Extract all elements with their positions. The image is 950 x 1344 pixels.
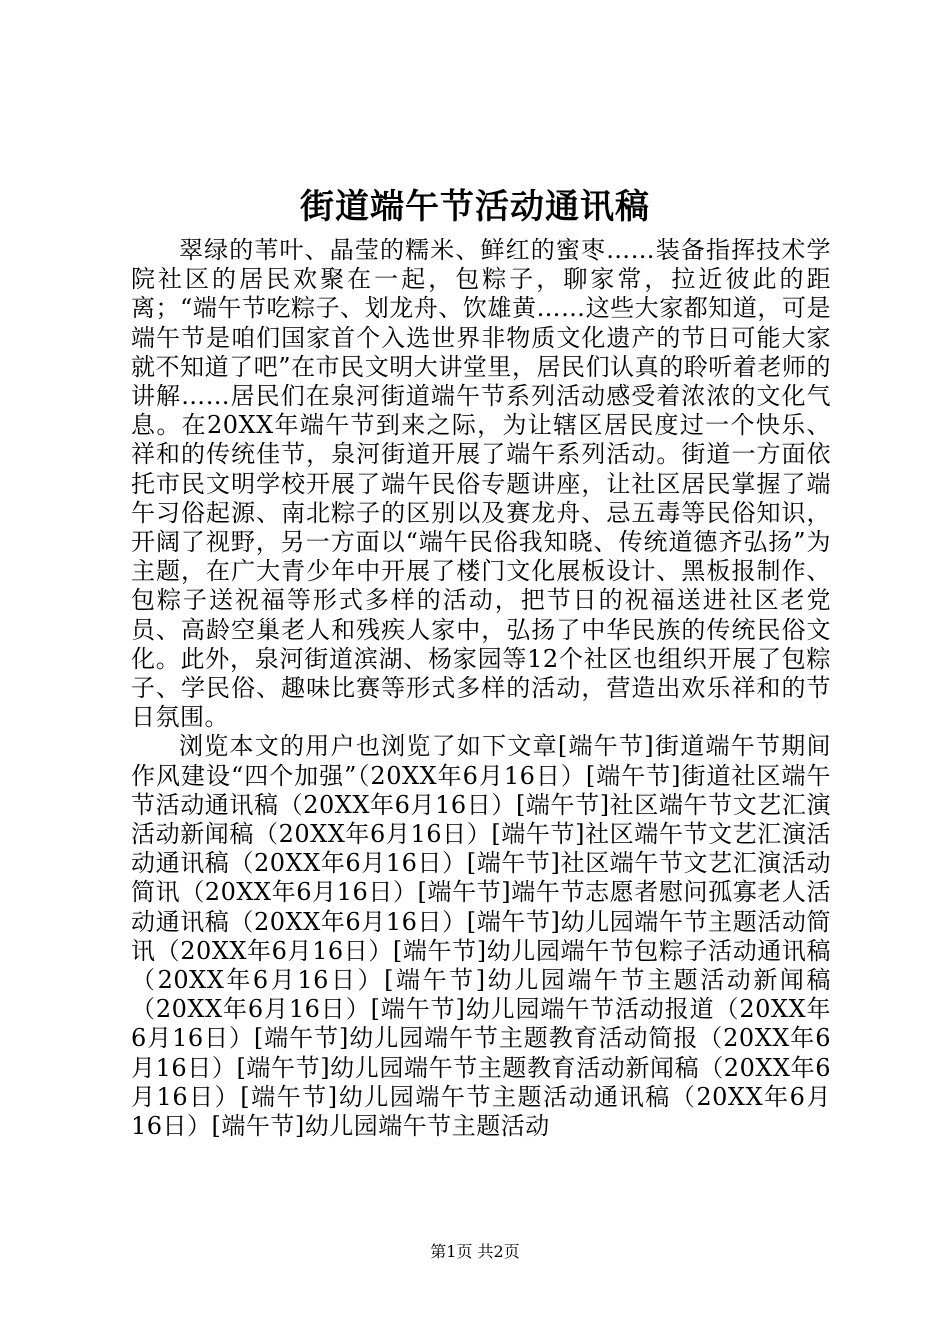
paragraph-main: 翠绿的苇叶、晶莹的糯米、鲜红的蜜枣……装备指挥技术学院社区的居民欢聚在一起，包粽子，聊家常，拉近彼此的距离；“端午节吃粽子、划龙舟、饮雄黄……这些大家都知道，可是端午节是咱们国家首个入选世界非物质文化遗产的节日可能大家就不知道了吧”在市民文明大讲堂里，居民们认真的聆听着老师的讲解……居民们在泉河街道端午节系列活动感受着浓浓的文化气息。在20XX年端午节到来之际，为让辖区居民度过一个快乐、祥和的传统佳节，泉河街道开展了端午系列活动。街道一方面依托市民文明学校开展了端午民俗专题讲座，让社区居民掌握了端午习俗起源、南北粽子的区别以及赛龙舟、忌五毒等民俗知识，开阔了视野，另一方面以“端午民俗我知晓、传统道德齐弘扬”为主题，在广大青少年中开展了楼门文化展板设计、黑板报制作、包粽子送祝福等形式多样的活动，把节日的祝福送进社区老党员、高龄空巢老人和残疾人家中，弘扬了中华民族的传统民俗文化。此外，泉河街道滨湖、杨家园等12个社区也组织开展了包粽子、学民俗、趣味比赛等形式多样的活动，营造出欢乐祥和的节日氛围。 — [131, 236, 831, 732]
document-title: 街道端午节活动通讯稿 — [300, 187, 650, 227]
page-footer: 第1页 共2页 — [430, 1242, 520, 1261]
paragraph-related-articles: 浏览本文的用户也浏览了如下文章[端午节]街道端午节期间作风建设“四个加强”（20XX年6月16日）[端午节]街道社区端午节活动通讯稿（20XX年6月16日）[端午节]社区端午节文艺汇演活动新闻稿（20XX年6月16日）[端午节]社区端午节文艺汇演活动通讯稿（20XX年6月16日）[端午节]社区端午节文艺汇演活动简讯（20XX年6月16日）[端午节]端午节志愿者慰问孤寡老人活动通讯稿（20XX年6月16日）[端午节]幼儿园端午节主题活动简讯（20XX年6月16日）[端午节]幼儿园端午节包粽子活动通讯稿（20XX年6月16日）[端午节]幼儿园端午节主题活动新闻稿（20XX年6月16日）[端午节]幼儿园端午节活动报道（20XX年6月16日）[端午节]幼儿园端午节主题教育活动简报（20XX年6月16日）[端午节]幼儿园端午节主题教育活动新闻稿（20XX年6月16日）[端午节]幼儿园端午节主题活动通讯稿（20XX年6月16日）[端午节]幼儿园端午节主题活动 — [131, 732, 831, 1141]
document-body — [131, 236, 831, 1141]
